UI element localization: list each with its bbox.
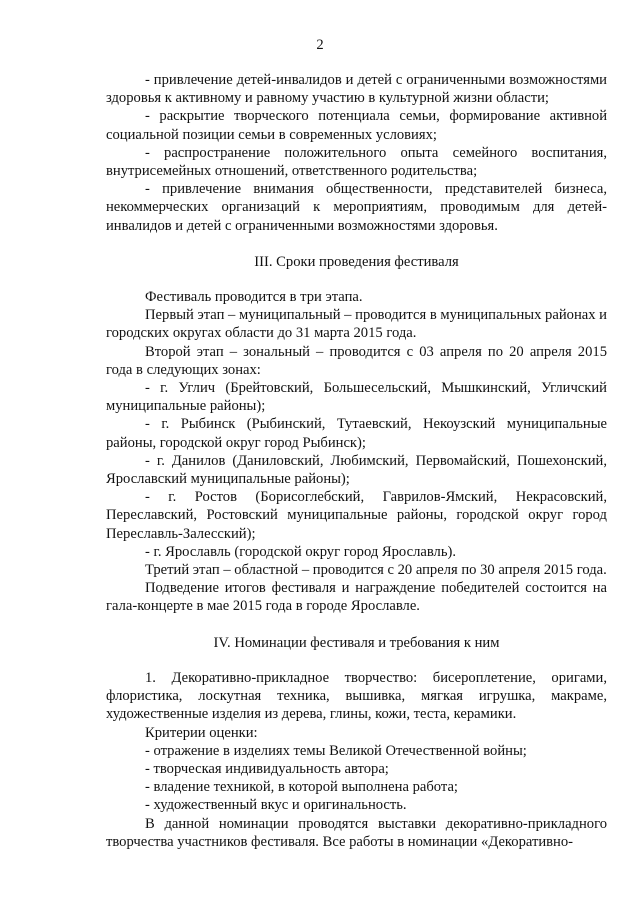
criteria-item: - художественный вкус и оригинальность. (145, 797, 407, 814)
zone-item: - г. Ростов (Борисоглебский, Гаврилов-Ямский, Некрасовский, Переславский, Ростовский муниципальные районы, городской округ город Переславль-Залесский); (106, 489, 607, 542)
goal-item: - привлечение детей-инвалидов и детей с ограниченными возможностями здоровья к активному и равному участию в культурной жизни области; (106, 72, 607, 107)
criteria-item: - творческая индивидуальность автора; (145, 760, 389, 777)
paragraph: Подведение итогов фестиваля и награждение победителей состоится на гала-концерте в мае 2015 года в городе Ярославле. (106, 580, 607, 615)
section-heading-nominations: IV. Номинации фестиваля и требования к ним (213, 634, 500, 651)
paragraph: 1. Декоративно-прикладное творчество: бисероплетение, оригами, флористика, лоскутная техника, вышивка, мягкая игрушка, макраме, художественные изделия из дерева, глины, кожи, теста, керамики. (106, 669, 607, 723)
paragraph: Второй этап – зональный – проводится с 03 апреля по 20 апреля 2015 года в следующих зонах: (106, 343, 607, 378)
paragraph: Третий этап – областной – проводится с 20 апреля по 30 апреля 2015 года. (145, 562, 607, 579)
goals-list (106, 71, 607, 235)
paragraph: Критерии оценки: (145, 724, 258, 741)
section-nominations-body (106, 669, 607, 851)
criteria-item: - владение техникой, в которой выполнена работа; (145, 779, 458, 796)
zone-item: - г. Ярославль (городской округ город Ярославль). (145, 543, 456, 560)
page-number: 2 (316, 37, 324, 53)
criteria-item: - отражение в изделиях темы Великой Отечественной войны; (145, 742, 527, 759)
section-dates-body (106, 288, 607, 616)
zone-item: - г. Данилов (Даниловский, Любимский, Первомайский, Пошехонский, Ярославский муниципальные районы); (106, 452, 607, 488)
zone-item: - г. Рыбинск (Рыбинский, Тутаевский, Некоузский муниципальные районы, городской округ город Рыбинск); (106, 416, 607, 451)
paragraph: В данной номинации проводятся выставки декоративно-прикладного творчества участников фестиваля. Все работы в номинации «Декоративно- (106, 815, 607, 850)
goal-item: - привлечение внимания общественности, представителей бизнеса, некоммерческих организаций к мероприятиям, проводимым для детей-инвалидов и детей с ограниченными возможностями здоровья. (106, 181, 607, 234)
paragraph: Фестиваль проводится в три этапа. (145, 289, 363, 306)
goal-item: - распространение положительного опыта семейного воспитания, внутрисемейных отношений, ответственного родительства; (106, 144, 607, 180)
paragraph: Первый этап – муниципальный – проводится в муниципальных районах и городских округах области до 31 марта 2015 года. (106, 307, 607, 342)
zone-item: - г. Углич (Брейтовский, Большесельский, Мышкинский, Угличский муниципальные районы); (106, 380, 607, 415)
document-body (106, 71, 607, 851)
goal-item: - раскрытие творческого потенциала семьи, формирование активной социальной позиции семьи в современных условиях; (106, 108, 607, 143)
section-heading-dates: III. Сроки проведения фестиваля (254, 253, 459, 270)
